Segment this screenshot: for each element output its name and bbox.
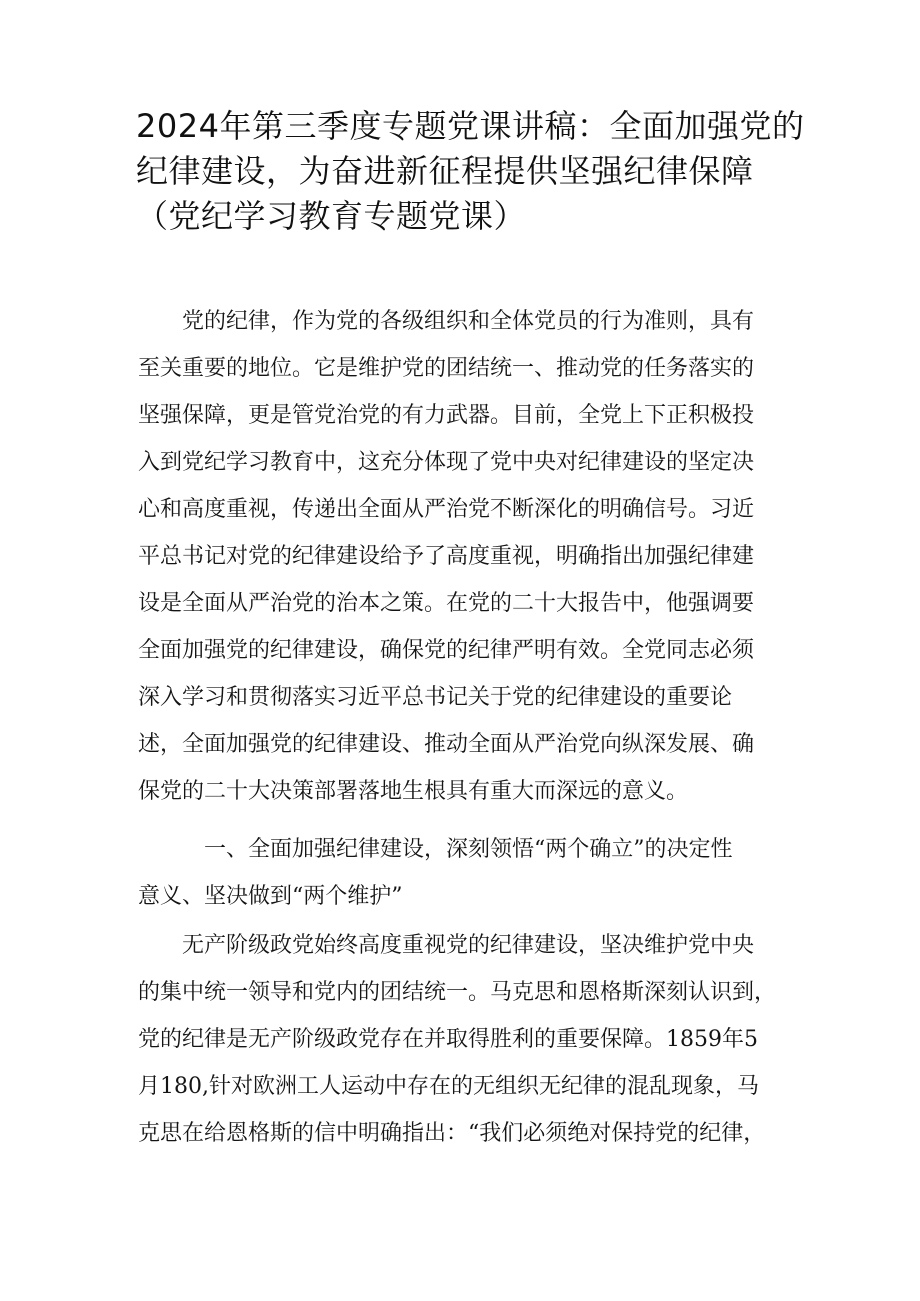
section-paragraph (138, 922, 788, 1157)
paragraph-line: 至关重要的地位。它是维护党的团结统一、推动党的任务落实的 (138, 356, 755, 381)
title-line: 纪律建设，为奋进新征程提供坚强纪律保障 (136, 152, 754, 190)
title-line: 2024年第三季度专题党课讲稿：全面加强党的 (136, 107, 805, 145)
intro-paragraph (138, 298, 788, 815)
paragraph-line: 心和高度重视，传递出全面从严治党不断深化的明确信号。习近 (138, 497, 755, 522)
paragraph-line: 无产阶级政党始终高度重视党的纪律建设，坚决维护党中央 (138, 933, 755, 958)
paragraph-line: 述，全面加强党的纪律建设、推动全面从严治党向纵深发展、确 (138, 732, 755, 757)
paragraph-line: 保党的二十大决策部署落地生根具有重大而深远的意义。 (138, 779, 689, 804)
paragraph-line: 入到党纪学习教育中，这充分体现了党中央对纪律建设的坚定决 (138, 450, 755, 475)
paragraph-line: 全面加强党的纪律建设，确保党的纪律严明有效。全党同志必须 (138, 638, 755, 663)
title-line: （党纪学习教育专题党课） (136, 197, 527, 235)
heading-line: 一、全面加强纪律建设，深刻领悟“两个确立”的决定性 (138, 837, 733, 862)
paragraph-line: 克思在给恩格斯的信中明确指出：“我们必须绝对保持党的纪律， (138, 1121, 766, 1146)
paragraph-line: 月180,针对欧洲工人运动中存在的无组织无纪律的混乱现象，马 (138, 1074, 759, 1099)
paragraph-line: 坚强保障，更是管党治党的有力武器。目前，全党上下正积极投 (138, 403, 755, 428)
section-heading (138, 826, 788, 920)
paragraph-line: 平总书记对党的纪律建设给予了高度重视，明确指出加强纪律建 (138, 544, 755, 569)
document-title (136, 104, 805, 239)
paragraph-line: 设是全面从严治党的治本之策。在党的二十大报告中，他强调要 (138, 591, 755, 616)
heading-line: 意义、坚决做到“两个维护” (138, 884, 403, 909)
paragraph-line: 深入学习和贯彻落实习近平总书记关于党的纪律建设的重要论 (138, 685, 733, 710)
paragraph-line: 的集中统一领导和党内的团结统一。马克思和恩格斯深刻认识到， (138, 980, 777, 1005)
paragraph-line: 党的纪律是无产阶级政党存在并取得胜利的重要保障。1859年5 (138, 1027, 758, 1052)
paragraph-line: 党的纪律，作为党的各级组织和全体党员的行为准则，具有 (138, 309, 755, 334)
